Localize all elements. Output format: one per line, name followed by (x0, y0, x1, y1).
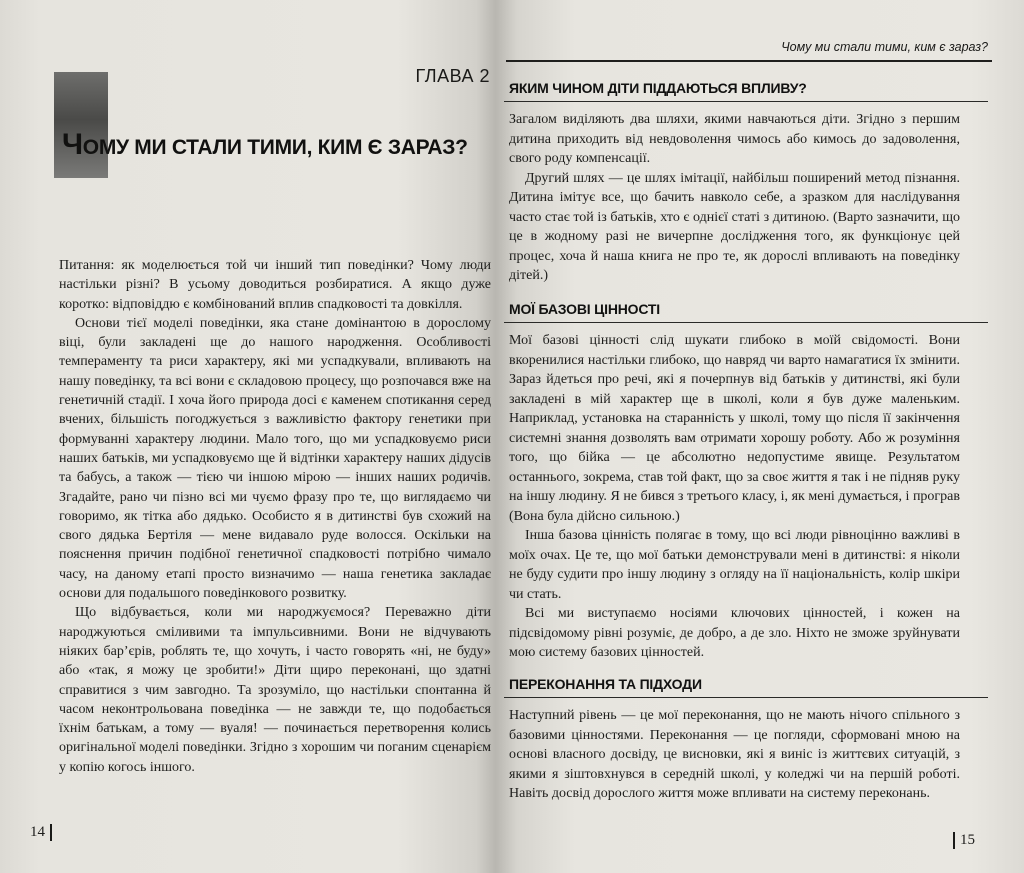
page-number-right: 15 (953, 832, 975, 849)
running-head-rule (506, 60, 992, 62)
left-page (0, 0, 496, 873)
right-page (496, 0, 1024, 873)
left-page-body (59, 256, 491, 777)
paragraph: Всі ми виступаємо носіями ключових цінностей, і кожен на підсвідомому рівні розуміє, де добро, а де зло. Ніхто не зможе зруйнувати мою систему базових цінностей. (509, 606, 960, 660)
section-rule (504, 697, 988, 698)
paragraph: Наступний рівень — це мої переконання, що не мають нічого спільного з базовими цінностями. Переконання — це погляди, сформовані мною на основі власного досвіду, це висновки, які я виніс із життєвих ситуацій, з якими я зіштовхнувся в середній школі, у коледжі чи на першій роботі. Навіть досвід дорослого життя може впливати на систему переконань. (509, 708, 960, 801)
section-rule (504, 322, 988, 323)
section-body-influence (509, 110, 960, 286)
section-heading-beliefs: ПЕРЕКОНАННЯ ТА ПІДХОДИ (509, 676, 702, 692)
paragraph: Мої базові цінності слід шукати глибоко в моїй свідомості. Вони вкоренилися настільки глибоко, що навряд чи варто намагатися їх змінити. Зараз йдеться про речі, які я почерпнув від батьків у дитинстві, які були закладені в мій характер ще в школі, коли я був дуже маленьким. Наприклад, установка на старанність у школі, тому що після її закінчення системні знання дозволять вам отримати хорошу роботу. Або ж розуміння того, що бійка — це абсолютно недопустиме явище. Результатом останнього, зокрема, став той факт, що за своє життя я так і не підняв руку на іншу людину. Я не бився з третього класу, і, як мені думається, і програв (Вона була дійсно сильною.) (509, 333, 960, 524)
paragraph: Основи тієї моделі поведінки, яка стане домінантою в дорослому віці, були закладені ще до нашого народження. Особливості темпераменту та риси характеру, які ми успадкували, впливають на нашу поведінку, та всі вони є складовою процесу, що розпочався вже на генетичній стадії. І хоча його природа досі є каменем спотикання серед вчених, більшість погоджується з важливістю фактору генетики при формуванні характеру людини. Мало того, що ми успадковуємо риси наших батьків, ми успадковуємо ще й відтінки характеру наших дідусів та бабусь, а також — тією чи іншою мірою — інших наших родичів. Згадайте, рано чи пізно всі ми чуємо фразу про те, що виглядаємо чи говоримо, як тітка або дядько. Особисто я в дитинстві був схожий на свого дядька Бертіля — мене видавало руде волосся. Оскільки на пояснення причин подібної генетичної спадковості потрібно чимало часу, на даному етапі просто визначимо — наша генетика закладає основи для подальшого поведінкового розвитку. (59, 315, 491, 602)
running-head: Чому ми стали тими, ким є зараз? (781, 40, 988, 54)
paragraph: Що відбувається, коли ми народжуємося? Переважно діти народжуються сміливими та імпульсивними. Вони не відчувають ніяких бар’єрів, роблять те, що хочуть, і часто говорять «ні, не буду» або «так, я можу це зробити!» Діти щиро переконані, що здатні справитися з чим завгодно. Та зрозуміло, що настільки спонтанна й часом неконтрольована поведінка — не завжди те, що подобається їхнім батькам, а тому — вуаля! — починається перетворення колись оригінальної моделі поведінки. Згідно з хорошим чи поганим сценарієм у копію когось іншого. (59, 605, 491, 775)
section-heading-core-values: МОЇ БАЗОВІ ЦІННОСТІ (509, 301, 660, 317)
chapter-title (62, 128, 468, 162)
chapter-title-text: ОМУ МИ СТАЛИ ТИМИ, КИМ Є ЗАРАЗ? (82, 136, 468, 159)
section-body-beliefs (509, 706, 960, 804)
paragraph: Другий шлях — це шлях імітації, найбільш поширений метод пізнання. Дитина імітує все, що бачить навколо себе, а зразком для наслідування часто стає той із батьків, хто є однієї статі з дитиною. (Варто зазначити, що це в жодному разі не вичерпне дослідження того, як функціонує цей процес, хоча й наша книга не про те, як дорослі впливають на поведінку дітей.) (509, 170, 960, 283)
chapter-label: ГЛАВА 2 (415, 66, 490, 86)
paragraph: Загалом виділяють два шляхи, якими навчаються діти. Згідно з першим дитина приходить від невдоволення чимось або кимось до задоволення, свого роду компенсації. (509, 112, 960, 166)
chapter-title-initial: Ч (62, 128, 83, 161)
page-number-left: 14 (30, 824, 52, 841)
section-body-core-values (509, 331, 960, 663)
section-rule (504, 101, 988, 102)
paragraph: Питання: як моделюється той чи інший тип поведінки? Чому люди настільки різні? В усьому доводиться розбиратися. А якщо дуже коротко: відповіддю є комбінований вплив спадковості та довкілля. (59, 258, 491, 312)
chapter-title-decoration (54, 72, 108, 178)
paragraph: Інша базова цінність полягає в тому, що всі люди рівноцінно важливі в моїх очах. Це те, що мої батьки демонстрували мені в дитинстві: я ніколи не буду судити про іншу людину з огляду на її національність, колір шкіри чи стать. (509, 528, 960, 602)
section-heading-influence: ЯКИМ ЧИНОМ ДІТИ ПІДДАЮТЬСЯ ВПЛИВУ? (509, 80, 807, 96)
